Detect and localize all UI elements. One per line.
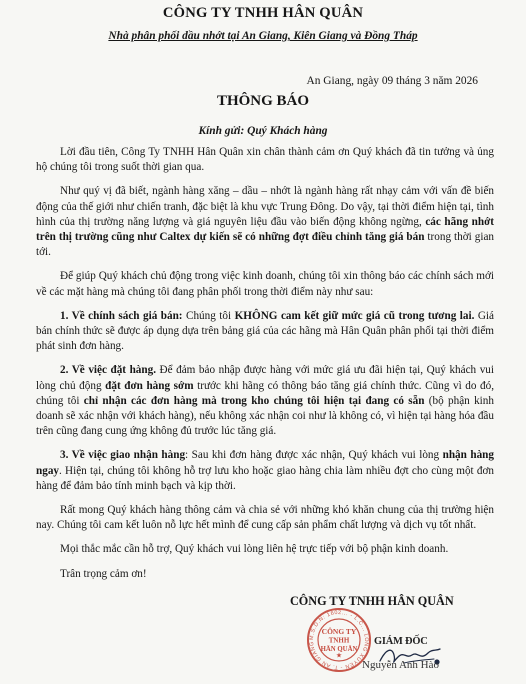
section-ordering-text-2: trước khi hãng có thông báo tăng giá chính thức. Cũng vì do đó, chúng tôi: [36, 379, 494, 407]
section-ordering-emphasis-2: chỉ nhận các đơn hàng mà trong kho chúng tôi hiện tại đang có sẵn: [83, 394, 425, 407]
paragraph-closing: Rất mong Quý khách hàng thông cảm và chia sẻ với những khó khăn chung của thị trường hiện nay. Chúng tôi cam kết luôn nỗ lực hết mình để cung cấp sản phẩm chất lượng và dịch vụ tốt nhất.: [36, 504, 494, 532]
paragraph-contact: Mọi thắc mắc cần hỗ trợ, Quý khách vui lòng liên hệ trực tiếp với bộ phận kinh doanh.: [60, 543, 449, 556]
stamp-text-2: TNHH: [328, 636, 350, 645]
signature-company: CÔNG TY TNHH HÂN QUÂN: [290, 594, 454, 608]
paragraph-market-emphasis: các hãng nhớt trên thị trường cũng như Caltex dự kiến sẽ có những đợt điều chỉnh tăng giá bán: [36, 215, 494, 244]
paragraph-thanks: Trân trọng cảm ơn!: [60, 567, 147, 580]
svg-text:★: ★: [335, 652, 343, 660]
signature-name: Nguyễn Anh Hào: [362, 659, 439, 671]
signature-title: GIÁM ĐỐC: [374, 636, 428, 647]
paragraph-policies-intro: Để giúp Quý khách chủ động trong việc kinh doanh, chúng tôi xin thông báo các chính sách mới về các mặt hàng mà chúng tôi đang phân phối trong thời điểm này như sau:: [36, 270, 494, 298]
paragraph-intro: Lời đầu tiên, Công Ty TNHH Hân Quân xin chân thành cảm ơn Quý khách đã tin tưởng và ủng hộ chúng tôi trong suốt thời gian qua.: [36, 146, 494, 174]
section-ordering-label: 2. Về việc đặt hàng.: [60, 364, 156, 377]
section-ordering-tail: (bộ phận kinh doanh sẽ xác nhận với khách hàng), nếu không xác nhận coi như là không có, vì hiện tại hàng hóa đầu trên cũng đang cung ứng không đủ trước lúc tăng giá.: [36, 394, 494, 438]
section-delivery: [36, 448, 494, 494]
paragraph-market: [36, 184, 494, 260]
section-pricing-text: Chúng tôi: [182, 309, 235, 322]
section-ordering: [36, 363, 494, 439]
section-ordering-emphasis-1: đặt đơn hàng sớm: [105, 379, 194, 392]
section-pricing: [36, 309, 494, 355]
section-delivery-emphasis: nhận hàng ngay: [36, 449, 494, 477]
paragraph-market-tail: trong thời gian tới.: [36, 231, 494, 259]
section-delivery-label: 3. Về việc giao nhận hàng: [60, 449, 186, 462]
paragraph-market-text: Như quý vị đã biết, ngành hàng xăng – dầu – nhớt là ngành hàng rất nhạy cảm với vấn đề biến động của thế giới như chiến tranh, đặc biệt là khu vực Trung Đông. Do vậy, tại thời điểm hiện tại, tình hình của thị trường năng lượng và giá nguyên liệu đầu vào biến động không ngừng,: [36, 185, 494, 228]
section-pricing-emphasis: KHÔNG cam kết giữ mức giá cũ trong tương lai.: [234, 309, 475, 322]
stamp-text-3: HÂN QUÂN: [320, 646, 358, 653]
document-title: THÔNG BÁO: [216, 93, 310, 109]
company-name: CÔNG TY TNHH HÂN QUÂN: [162, 5, 364, 21]
stamp-text-1: CÔNG TY: [321, 627, 357, 636]
body-text: [36, 145, 494, 591]
section-delivery-tail: . Hiện tại, chúng tôi không hỗ trợ lưu kho hoặc giao hàng chia làm nhiều đợt cho cùng một đơn hàng để đảm bảo tính minh bạch và kịp thời.: [36, 464, 494, 492]
company-subtitle: Nhà phân phối dầu nhớt tại An Giang, Kiên Giang và Đồng Tháp: [108, 30, 418, 42]
section-ordering-text: Để đảm bảo nhập được hàng với mức giá ưu đãi hiện tại, Quý khách vui lòng chủ động: [36, 364, 494, 392]
document-date: An Giang, ngày 09 tháng 3 năm 2026: [306, 75, 478, 87]
stamp-ring-text: M.S.D.N: 1602... - L.C... LONG XUYÊN - T. AN GIANG: [308, 609, 370, 671]
section-pricing-tail: Giá bán chính thức sẽ được áp dụng dựa trên bảng giá của các hãng mà Hân Quân phân phối tại thời điểm phát sinh đơn hàng.: [36, 309, 494, 353]
salutation: Kính gửi: Quý Khách hàng: [198, 125, 328, 137]
section-delivery-text: : Sau khi đơn hàng được xác nhận, Quý khách vui lòng: [185, 449, 443, 462]
section-pricing-label: 1. Về chính sách giá bán:: [60, 309, 183, 322]
